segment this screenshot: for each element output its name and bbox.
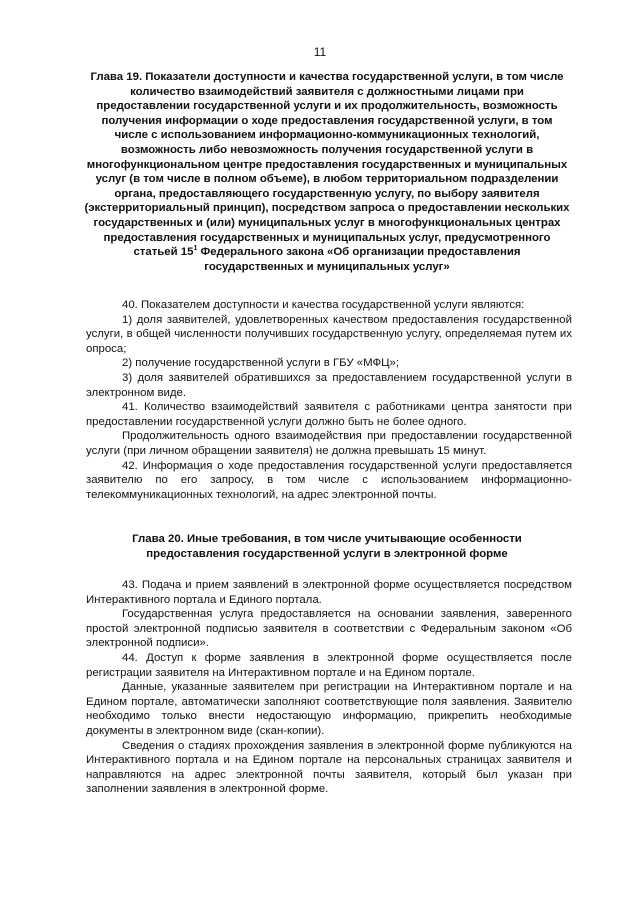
paragraph: 3) доля заявителей обратившихся за предоставлением государственной услуги в электронном виде. [86, 371, 572, 399]
chapter-19-heading-tail: Федерального закона «Об организации предоставления государственных и муниципальных услуг» [197, 246, 521, 273]
paragraph: Государственная услуга предоставляется на основании заявления, заверенного простой электронной подписью заявителя в соответствии с Федеральным законом «Об электронной подписи». [86, 608, 572, 650]
paragraph: Продолжительность одного взаимодействия при предоставлении государственной услуги (при личном обращении заявителя) не должна превышать 15 минут. [86, 430, 572, 457]
paragraph: 40. Показателем доступности и качества государственной услуги являются: [122, 299, 525, 311]
paragraph: 42. Информация о ходе предоставления государственной услуги предоставляется заявителю по его запросу, в том числе с использованием информационно-телекоммуникационных технологий, на адрес электронной почты. [86, 459, 572, 501]
paragraph: 43. Подача и прием заявлений в электронной форме осуществляется посредством Интерактивного портала и Единого портала. [86, 579, 572, 606]
paragraph: 2) получение государственной услуги в ГБУ «МФЦ»; [122, 357, 400, 370]
chapter-20-body [86, 578, 572, 797]
chapter-19-heading [84, 70, 570, 274]
chapter-20-heading: Глава 20. Иные требования, в том числе учитывающие особенности предоставления государственной услуги в электронной форме [132, 533, 522, 560]
paragraph: Данные, указанные заявителем при регистрации на Интерактивном портале и на Едином портале, автоматически заполняют соответствующие поля заявления. Заявителю необходимо только внести недостающую информацию, прикрепить необходимые документы в электронном виде (скан-копии). [86, 681, 572, 737]
paragraph: 1) доля заявителей, удовлетворенных качеством предоставления государственной услуги, в общей численности получивших государственную услугу, определяемая путем их опроса; [86, 313, 572, 355]
chapter-19-body [86, 298, 572, 502]
paragraph: 41. Количество взаимодействий заявителя с работниками центра занятости при предоставлении государственной услуги должно быть не более одного. [86, 401, 572, 428]
chapter-19-heading-text: Глава 19. Показатели доступности и качества государственной услуги, в том числе количество взаимодействий заявителя с должностными лицами при предоставлении государственной услуги и их продолжительность, возможность получения информации о ходе предоставления государственной услуги, в том числе с использованием информационно-коммуникационных технологий, возможность либо невозможность получения государственной услуги в многофункциональном центре предоставления государственных и муниципальных услуг (в том числе в полном объеме), в любом территориальном подразделении органа, предоставляющего государственную услугу, по выбору заявителя (экстерриториальный принцип), посредством запроса о предоставлении нескольких государственных и (или) муниципальных услуг в многофункциональных центрах предоставления государственных и муниципальных услуг, предусмотренного статьей 15 [84, 71, 570, 259]
paragraph: Сведения о стадиях прохождения заявления в электронной форме публикуются на Интерактивного портала и на Едином портале на персональных страницах заявителя и направляются на адрес электронной почты заявителя, который был указан при заполнении заявления в электронной форме. [86, 739, 572, 796]
page-number: 11 [313, 45, 327, 59]
chapter-19-heading-superscript: 1 [193, 245, 198, 253]
paragraph: 44. Доступ к форме заявления в электронной форме осуществляется после регистрации заявителя на Интерактивном портале и на Едином портале. [86, 651, 572, 679]
